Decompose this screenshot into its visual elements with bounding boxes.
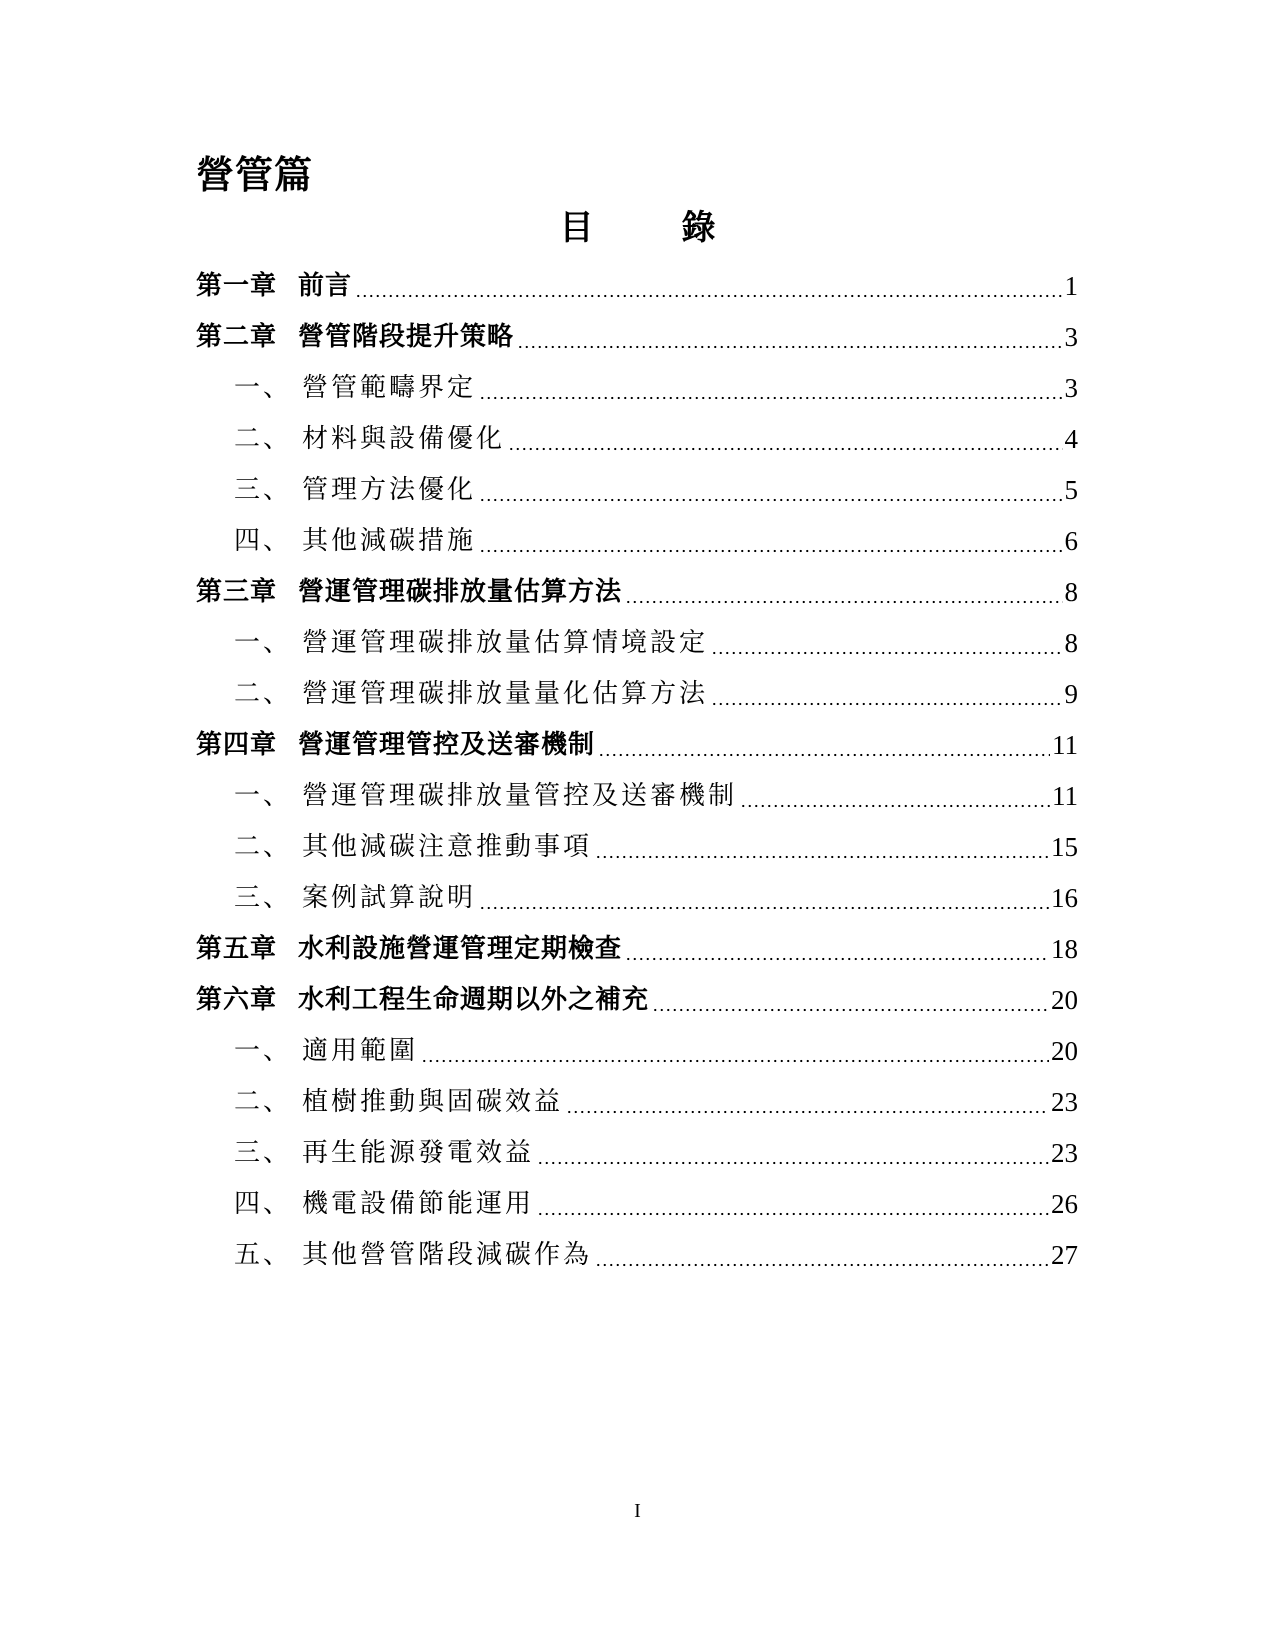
toc-entry-label: 管理方法優化 bbox=[302, 474, 477, 505]
toc-entry-title bbox=[196, 983, 649, 1017]
toc-page-number: 8 bbox=[1064, 576, 1078, 607]
toc-entry-number: 第四章 bbox=[196, 729, 278, 760]
toc-entry-label: 植樹推動與固碳效益 bbox=[302, 1086, 564, 1117]
toc-entry-number: 三、 bbox=[234, 474, 293, 505]
toc-page-number: 26 bbox=[1051, 1188, 1078, 1219]
dot-leader bbox=[421, 1057, 1049, 1065]
toc-entry-label: 其他營管階段減碳作為 bbox=[302, 1239, 593, 1270]
toc-chapter-entry[interactable] bbox=[196, 719, 1078, 770]
dot-leader bbox=[537, 1159, 1049, 1167]
table-of-contents bbox=[196, 260, 1078, 1280]
toc-page-number: 23 bbox=[1051, 1137, 1078, 1168]
toc-chapter-entry[interactable] bbox=[196, 311, 1078, 362]
toc-entry-label: 營運管理碳排放量估算方法 bbox=[298, 576, 623, 607]
toc-entry-title bbox=[234, 1034, 418, 1068]
toc-entry-title bbox=[234, 830, 592, 864]
toc-page-number: 18 bbox=[1051, 933, 1078, 964]
toc-entry-title bbox=[234, 473, 476, 507]
toc-entry-title bbox=[234, 779, 737, 813]
toc-title-char-2: 錄 bbox=[681, 208, 716, 248]
toc-page-number: 23 bbox=[1051, 1086, 1078, 1117]
toc-entry-title bbox=[234, 1238, 592, 1272]
toc-entry-label: 適用範圍 bbox=[302, 1035, 419, 1066]
toc-title-char-1: 目 bbox=[559, 208, 594, 248]
toc-page-number: 11 bbox=[1052, 780, 1078, 811]
toc-page-number: 3 bbox=[1064, 321, 1078, 352]
toc-entry-title bbox=[234, 422, 505, 456]
toc-chapter-entry[interactable] bbox=[196, 974, 1078, 1025]
toc-page-number: 1 bbox=[1064, 270, 1078, 301]
toc-entry-title bbox=[196, 575, 622, 609]
toc-entry-label: 水利設施營運管理定期檢查 bbox=[298, 933, 623, 964]
dot-leader bbox=[625, 598, 1062, 606]
section-title: 營管篇 bbox=[196, 152, 314, 197]
toc-entry-label: 其他減碳注意推動事項 bbox=[302, 831, 593, 862]
toc-section-entry[interactable] bbox=[196, 362, 1078, 413]
toc-entry-title bbox=[234, 1136, 534, 1170]
toc-page-number: 11 bbox=[1052, 729, 1078, 760]
toc-entry-label: 營管範疇界定 bbox=[302, 372, 477, 403]
toc-entry-number: 二、 bbox=[234, 1086, 293, 1117]
page-number: I bbox=[634, 1500, 641, 1522]
toc-entry-label: 營運管理碳排放量估算情境設定 bbox=[302, 627, 709, 658]
toc-chapter-entry[interactable] bbox=[196, 923, 1078, 974]
toc-chapter-entry[interactable] bbox=[196, 566, 1078, 617]
dot-leader bbox=[595, 853, 1049, 861]
dot-leader bbox=[517, 343, 1062, 351]
toc-section-entry[interactable] bbox=[196, 1127, 1078, 1178]
toc-section-entry[interactable] bbox=[196, 770, 1078, 821]
toc-entry-label: 案例試算說明 bbox=[302, 882, 477, 913]
toc-section-entry[interactable] bbox=[196, 617, 1078, 668]
toc-entry-number: 二、 bbox=[234, 831, 293, 862]
dot-leader bbox=[711, 649, 1062, 657]
toc-entry-label: 其他減碳措施 bbox=[302, 525, 477, 556]
dot-leader bbox=[652, 1006, 1049, 1014]
toc-entry-number: 一、 bbox=[234, 372, 293, 403]
dot-leader bbox=[479, 547, 1062, 555]
toc-entry-label: 再生能源發電效益 bbox=[302, 1137, 535, 1168]
dot-leader bbox=[711, 700, 1062, 708]
toc-entry-number: 五、 bbox=[234, 1239, 293, 1270]
toc-page-number: 6 bbox=[1064, 525, 1078, 556]
toc-section-entry[interactable] bbox=[196, 515, 1078, 566]
toc-entry-title bbox=[234, 371, 476, 405]
toc-entry-title bbox=[196, 320, 514, 354]
toc-page-number: 15 bbox=[1051, 831, 1078, 862]
toc-page-number: 4 bbox=[1064, 423, 1078, 454]
dot-leader bbox=[598, 751, 1050, 759]
dot-leader bbox=[508, 445, 1062, 453]
toc-entry-number: 二、 bbox=[234, 423, 293, 454]
toc-entry-number: 一、 bbox=[234, 780, 293, 811]
dot-leader bbox=[537, 1210, 1049, 1218]
dot-leader bbox=[355, 292, 1062, 300]
toc-title bbox=[0, 206, 1275, 250]
dot-leader bbox=[479, 496, 1062, 504]
toc-entry-number: 第三章 bbox=[196, 576, 278, 607]
toc-entry-label: 水利工程生命週期以外之補充 bbox=[298, 984, 650, 1015]
dot-leader bbox=[625, 955, 1049, 963]
toc-entry-label: 前言 bbox=[298, 270, 353, 301]
dot-leader bbox=[740, 802, 1050, 810]
toc-page-number: 9 bbox=[1064, 678, 1078, 709]
toc-entry-title bbox=[234, 677, 708, 711]
toc-section-entry[interactable] bbox=[196, 413, 1078, 464]
toc-section-entry[interactable] bbox=[196, 1025, 1078, 1076]
toc-entry-title bbox=[234, 1187, 534, 1221]
dot-leader bbox=[566, 1108, 1049, 1116]
toc-section-entry[interactable] bbox=[196, 821, 1078, 872]
toc-page-number: 27 bbox=[1051, 1239, 1078, 1270]
toc-entry-title bbox=[196, 269, 352, 303]
toc-entry-number: 第五章 bbox=[196, 933, 278, 964]
toc-page-number: 20 bbox=[1051, 1035, 1078, 1066]
toc-entry-title bbox=[234, 626, 708, 660]
toc-entry-title bbox=[234, 1085, 563, 1119]
toc-page-number: 16 bbox=[1051, 882, 1078, 913]
toc-chapter-entry[interactable] bbox=[196, 260, 1078, 311]
dot-leader bbox=[595, 1261, 1049, 1269]
toc-page-number: 5 bbox=[1064, 474, 1078, 505]
toc-entry-title bbox=[234, 881, 476, 915]
toc-section-entry[interactable] bbox=[196, 668, 1078, 719]
toc-entry-title bbox=[196, 932, 622, 966]
toc-page-number: 20 bbox=[1051, 984, 1078, 1015]
toc-entry-label: 營管階段提升策略 bbox=[298, 321, 515, 352]
toc-entry-number: 四、 bbox=[234, 1188, 293, 1219]
toc-entry-number: 第一章 bbox=[196, 270, 278, 301]
toc-entry-number: 三、 bbox=[234, 1137, 293, 1168]
toc-entry-number: 三、 bbox=[234, 882, 293, 913]
toc-entry-label: 營運管理管控及送審機制 bbox=[298, 729, 596, 760]
toc-entry-title bbox=[234, 524, 476, 558]
toc-section-entry[interactable] bbox=[196, 1076, 1078, 1127]
toc-entry-number: 第六章 bbox=[196, 984, 278, 1015]
toc-section-entry[interactable] bbox=[196, 464, 1078, 515]
toc-entry-label: 機電設備節能運用 bbox=[302, 1188, 535, 1219]
toc-entry-label: 營運管理碳排放量量化估算方法 bbox=[302, 678, 709, 709]
toc-section-entry[interactable] bbox=[196, 1178, 1078, 1229]
toc-entry-number: 第二章 bbox=[196, 321, 278, 352]
toc-section-entry[interactable] bbox=[196, 872, 1078, 923]
toc-section-entry[interactable] bbox=[196, 1229, 1078, 1280]
toc-entry-title bbox=[196, 728, 595, 762]
toc-page-number: 3 bbox=[1064, 372, 1078, 403]
toc-entry-number: 一、 bbox=[234, 627, 293, 658]
toc-entry-number: 一、 bbox=[234, 1035, 293, 1066]
dot-leader bbox=[479, 904, 1049, 912]
toc-entry-label: 營運管理碳排放量管控及送審機制 bbox=[302, 780, 738, 811]
toc-entry-number: 四、 bbox=[234, 525, 293, 556]
toc-page-number: 8 bbox=[1064, 627, 1078, 658]
dot-leader bbox=[479, 394, 1062, 402]
toc-entry-label: 材料與設備優化 bbox=[302, 423, 506, 454]
toc-entry-number: 二、 bbox=[234, 678, 293, 709]
